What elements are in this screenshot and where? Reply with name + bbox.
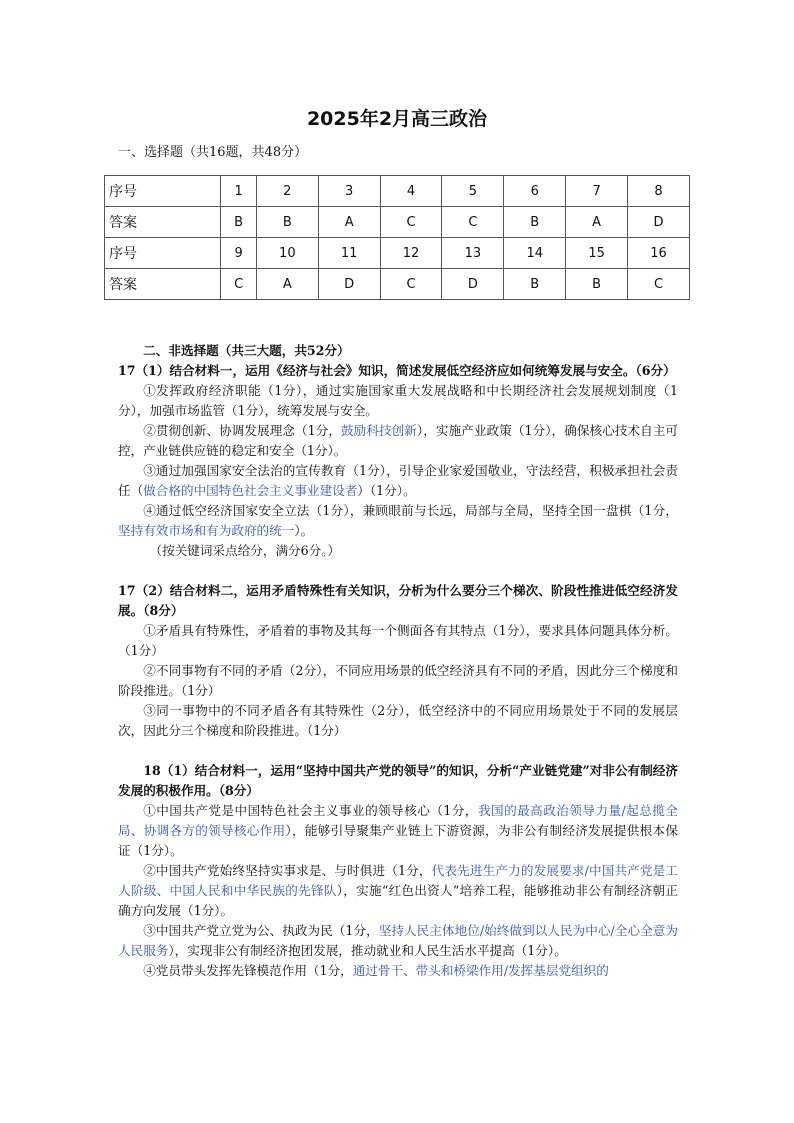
answer-paragraph (118, 921, 678, 961)
section1-heading: 一、选择题（共16题，共48分） (118, 145, 308, 160)
table-cell: 7 (566, 176, 628, 207)
highlight-text: 坚持有效市场和有为政府的统一 (118, 523, 295, 538)
table-cell: 6 (504, 176, 566, 207)
table-cell: B (504, 269, 566, 300)
answer-paragraph: ①矛盾具有特殊性，矛盾着的事物及其每一个侧面各有其特点（1分），要求具体问题具体分析。（1分） (118, 623, 678, 658)
answer-table (104, 175, 690, 300)
answer-paragraph: ③同一事物中的不同矛盾各有其特殊性（2分），低空经济中的不同应用场景处于不同的发展层次，因此分三个梯度和阶段推进。（1分） (118, 703, 678, 738)
answer-text: ④通过低空经济国家安全立法（1分），兼顾眼前与长远，局部与全局，坚持全国一盘棋（1分， (143, 503, 678, 518)
answer-text: ③通过加强国家安全法治的宣传教育（1分），引导企业家爱国敬业，守法经营，积极承担社会责任（ (118, 463, 678, 498)
table-cell: D (318, 269, 380, 300)
answer-paragraph: ②不同事物有不同的矛盾（2分），不同应用场景的低空经济具有不同的矛盾，因此分三个梯度和阶段推进。（1分） (118, 663, 678, 698)
table-cell: B (504, 207, 566, 238)
answer-paragraph: ①发挥政府经济职能（1分），通过实施国家重大发展战略和中长期经济社会发展规划制度（1分），加强市场监管（1分），统筹发展与安全。 (118, 383, 678, 418)
table-cell: 10 (256, 238, 318, 269)
table-cell: A (256, 269, 318, 300)
table-cell: 12 (380, 238, 442, 269)
answer-text: ），实现非公有制经济抱团发展，推动就业和人民生活水平提高（1分）。 (168, 943, 567, 958)
row-label: 答案 (105, 269, 221, 300)
page-title: 2025年2月高三政治 (306, 108, 488, 130)
table-cell: D (442, 269, 504, 300)
answer-text: ①中国共产党是中国特色社会主义事业的领导核心（1分， (143, 803, 478, 818)
table-row (105, 269, 690, 300)
question-17-1-title: 17（1）结合材料一，运用《经济与社会》知识，简述发展低空经济应如何统筹发展与安全。（6分） (118, 363, 676, 378)
table-cell: 4 (380, 176, 442, 207)
table-cell: C (380, 207, 442, 238)
table-cell: A (566, 207, 628, 238)
table-cell: 15 (566, 238, 628, 269)
answer-text: ），能够引导聚集产业链上下游资源，为非公有制经济发展提供根本保证（1分）。 (118, 823, 679, 858)
answer-text: ），实施产业政策（1分），确保核心技术自主可控，产业链供应链的稳定和安全（1分）。 (118, 423, 678, 458)
table-cell: B (256, 207, 318, 238)
row-label: 序号 (105, 176, 221, 207)
answer-paragraph (118, 461, 678, 501)
table-cell: D (628, 207, 690, 238)
highlight-text: 坚持人民主体地位/始终做到以人民为中心/全心全意为人民服务 (118, 923, 678, 958)
table-cell: 14 (504, 238, 566, 269)
answer-text: ），实施“红色出资人”培养工程，能够推动非公有制经济朝正确方向发展（1分）。 (118, 883, 679, 918)
answer-paragraph (118, 961, 678, 981)
answer-paragraph (118, 801, 678, 861)
answer-text: ④党员带头发挥先锋模范作用（1分， (143, 963, 353, 978)
table-cell: 3 (318, 176, 380, 207)
table-cell: 11 (318, 238, 380, 269)
table-cell: 16 (628, 238, 690, 269)
answer-text: ③中国共产党立党为公、执政为民（1分， (143, 923, 379, 938)
table-cell: B (221, 207, 257, 238)
table-row (105, 238, 690, 269)
section2-heading: 二、非选择题（共三大题，共52分） (143, 343, 350, 358)
highlight-text: 鼓励科技创新 (341, 423, 417, 438)
table-cell: A (318, 207, 380, 238)
table-cell: C (380, 269, 442, 300)
table-cell: C (442, 207, 504, 238)
scoring-note: （按关键词采点给分，满分6分。） (149, 543, 341, 558)
highlight-text: 通过骨干、带头和桥梁作用/发挥基层党组织的 (352, 963, 609, 978)
table-row (105, 207, 690, 238)
table-cell: B (566, 269, 628, 300)
answer-text: ）（1分）。 (357, 483, 416, 498)
answer-text: ）。 (294, 523, 314, 538)
table-cell: 1 (221, 176, 257, 207)
table-cell: 13 (442, 238, 504, 269)
answer-paragraph (118, 501, 678, 541)
answer-text: ②贯彻创新、协调发展理念（1分， (143, 423, 342, 438)
answer-body (118, 341, 678, 981)
answer-text: ②中国共产党始终坚持实事求是、与时俱进（1分， (143, 863, 432, 878)
row-label: 序号 (105, 238, 221, 269)
row-label: 答案 (105, 207, 221, 238)
answer-paragraph (118, 861, 678, 921)
question-17-2-title: 17（2）结合材料二，运用矛盾特殊性有关知识，分析为什么要分三个梯次、阶段性推进低空经济发展。（8分） (118, 583, 678, 618)
table-cell: C (628, 269, 690, 300)
table-cell: C (221, 269, 257, 300)
question-18-1-title: 18（1）结合材料一，运用“坚持中国共产党的领导”的知识，分析“产业链党建”对非公有制经济发展的积极作用。（8分） (118, 763, 678, 798)
table-cell: 9 (221, 238, 257, 269)
highlight-text: 做合格的中国特色社会主义事业建设者 (143, 483, 358, 498)
table-cell: 5 (442, 176, 504, 207)
answer-paragraph (118, 421, 678, 461)
table-cell: 8 (628, 176, 690, 207)
highlight-text: 我国的最高政治领导力量/起总揽全局、协调各方的领导核心作用 (118, 803, 678, 838)
table-row (105, 176, 690, 207)
highlight-text: 代表先进生产力的发展要求/中国共产党是工人阶级、中国人民和中华民族的先锋队 (118, 863, 679, 898)
table-cell: 2 (256, 176, 318, 207)
